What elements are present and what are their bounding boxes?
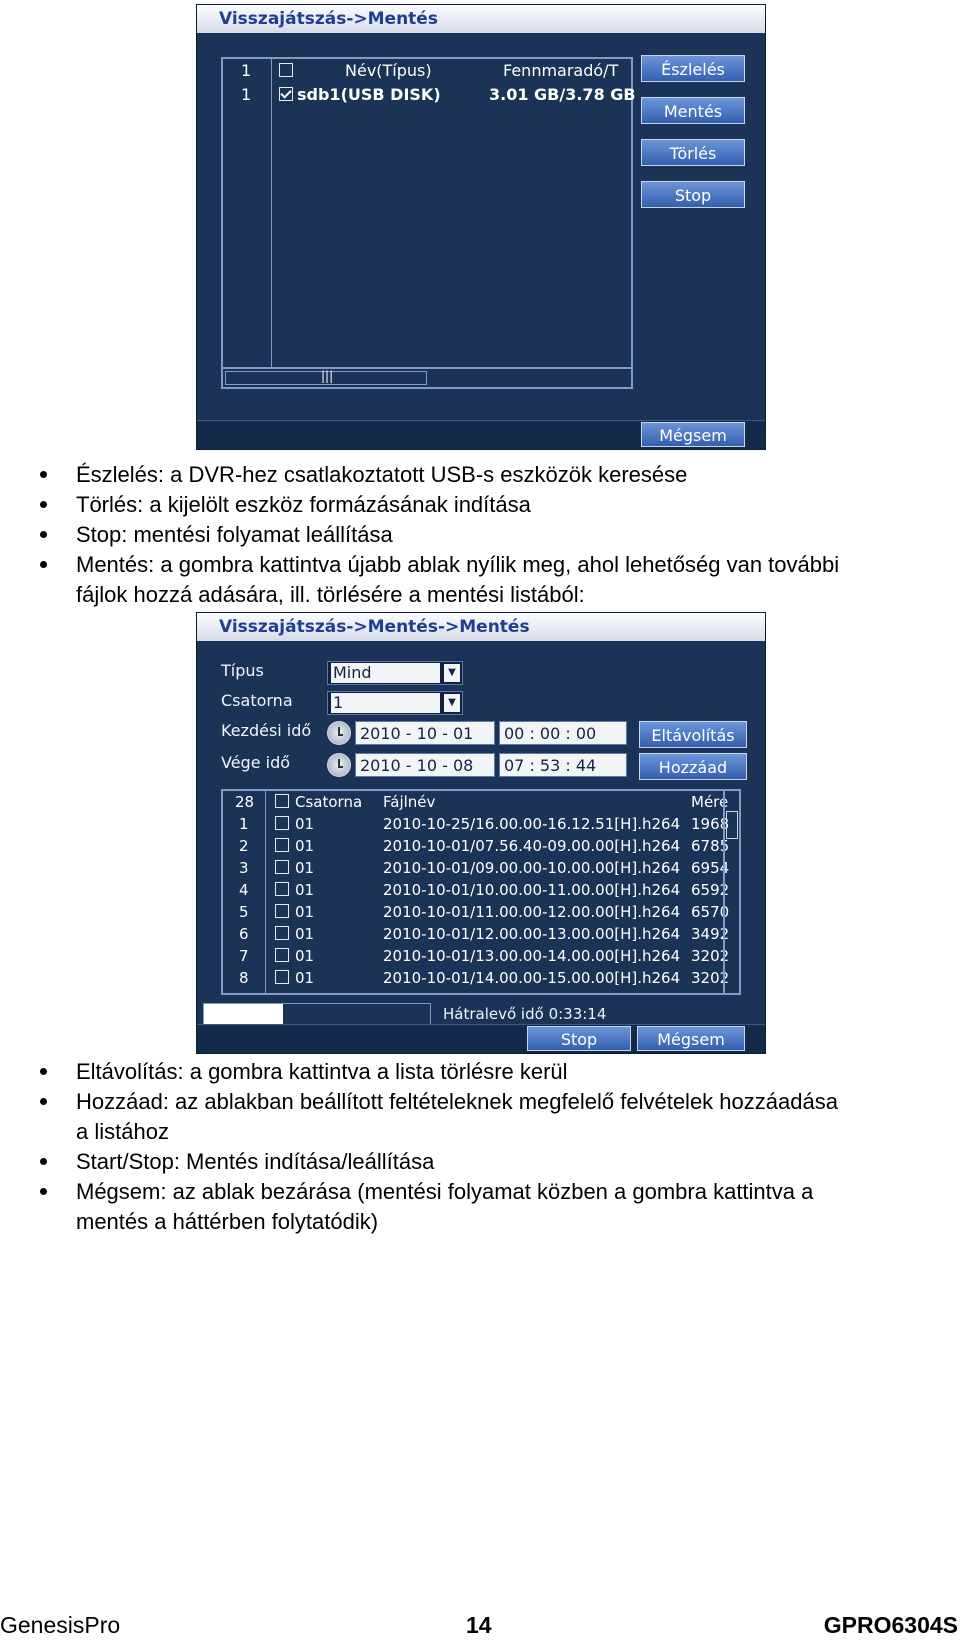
backup-progress-bar	[203, 1003, 431, 1025]
bullet-icon	[40, 1188, 47, 1195]
channel-label: Csatorna	[221, 691, 293, 710]
list-item-text: Start/Stop: Mentés indítása/leállítása	[76, 1149, 435, 1174]
page-number: 14	[466, 1612, 492, 1638]
row-filename: 2010-10-01/11.00.00-12.00.00[H].h264	[383, 903, 681, 921]
bullet-list-main-functions	[0, 460, 960, 610]
row-filename: 2010-10-01/07.56.40-09.00.00[H].h264	[383, 837, 681, 855]
row-size: 6592	[691, 881, 730, 899]
row-filename: 2010-10-01/14.00.00-15.00.00[H].h264	[383, 969, 681, 987]
header-size: Mére	[691, 793, 729, 811]
row-index: 1	[239, 815, 249, 833]
device-name: sdb1(USB DISK)	[297, 85, 441, 104]
window-title: Visszajátszás->Mentés->Mentés	[197, 613, 765, 641]
row-index: 5	[239, 903, 249, 921]
list-item-text: Észlelés: a DVR-hez csatlakoztatott USB-s eszközök keresése	[76, 462, 688, 487]
row-checkbox[interactable]	[275, 879, 289, 901]
vertical-scrollbar[interactable]	[723, 791, 739, 993]
remaining-time: Hátralevő idő 0:33:14	[443, 1005, 607, 1023]
list-item-text-continued: fájlok hozzá adására, ill. törlésére a mentési listából:	[76, 582, 585, 607]
device-list	[221, 57, 636, 389]
row-size: 3202	[691, 947, 730, 965]
row-index: 3	[239, 859, 249, 877]
end-time-field[interactable]: 07 : 53 : 44	[499, 753, 627, 777]
device-remaining: 3.01 GB/3.78 GB	[489, 85, 636, 104]
start-time-field[interactable]: 00 : 00 : 00	[499, 721, 627, 745]
bullet-icon	[40, 1158, 47, 1165]
channel-select[interactable]	[327, 691, 463, 715]
list-item-text: Törlés: a kijelölt eszköz formázásának indítása	[76, 492, 531, 517]
header-index: 1	[241, 61, 252, 80]
row-size: 3492	[691, 925, 730, 943]
row-size: 1968	[691, 815, 730, 833]
start-time-label: Kezdési idő	[221, 721, 312, 740]
row-filename: 2010-10-01/12.00.00-13.00.00[H].h264	[383, 925, 681, 943]
list-item	[0, 1177, 960, 1237]
bullet-icon	[40, 561, 47, 568]
row-checkbox[interactable]	[275, 901, 289, 923]
type-label: Típus	[221, 661, 264, 680]
list-item	[0, 520, 960, 550]
row-checkbox[interactable]	[275, 967, 289, 989]
bullet-icon	[40, 501, 47, 508]
footer-model: GPRO6304S	[823, 1612, 958, 1638]
row-channel: 01	[295, 969, 315, 987]
row-channel: 01	[295, 837, 315, 855]
list-item	[0, 550, 960, 610]
list-item	[0, 1147, 960, 1177]
header-filename: Fájlnév	[383, 793, 436, 811]
stop-button[interactable]: Stop	[641, 181, 745, 208]
row-filename: 2010-10-01/10.00.00-11.00.00[H].h264	[383, 881, 681, 899]
list-item-text-continued: mentés a háttérben folytatódik)	[76, 1209, 379, 1234]
type-select-value: Mind	[331, 663, 440, 683]
bullet-icon	[40, 1068, 47, 1075]
bullet-list-backup-functions	[0, 1057, 960, 1237]
progress-fill	[204, 1004, 283, 1024]
row-size: 3202	[691, 969, 730, 987]
list-item	[0, 490, 960, 520]
remove-button[interactable]: Eltávolítás	[639, 721, 747, 748]
cancel-button[interactable]: Mégsem	[637, 1026, 745, 1051]
row-size: 6570	[691, 903, 730, 921]
file-list-table	[221, 789, 741, 995]
type-select[interactable]	[327, 661, 463, 685]
row-filename: 2010-10-25/16.00.00-16.12.51[H].h264	[383, 815, 681, 833]
row-checkbox[interactable]	[275, 857, 289, 879]
bottom-bar	[197, 420, 765, 449]
header-channel: Csatorna	[295, 793, 363, 811]
scrollbar-thumb[interactable]	[726, 811, 738, 839]
row-index: 2	[239, 837, 249, 855]
stop-button[interactable]: Stop	[527, 1026, 631, 1051]
list-item	[0, 460, 960, 490]
list-item-text: Stop: mentési folyamat leállítása	[76, 522, 393, 547]
row-index: 4	[239, 881, 249, 899]
row-checkbox[interactable]	[275, 813, 289, 835]
list-item	[0, 1087, 960, 1147]
header-count: 28	[235, 793, 255, 811]
header-select-all[interactable]	[275, 791, 289, 813]
row-filename: 2010-10-01/09.00.00-10.00.00[H].h264	[383, 859, 681, 877]
header-select-all[interactable]	[279, 59, 293, 83]
row-channel: 01	[295, 815, 315, 833]
backup-list-window-screenshot	[196, 612, 766, 1054]
bullet-icon	[40, 471, 47, 478]
channel-select-value: 1	[331, 693, 440, 713]
row-channel: 01	[295, 925, 315, 943]
row-checkbox[interactable]	[275, 923, 289, 945]
scroll-grip-icon: |||	[321, 369, 334, 383]
end-time-label: Vége idő	[221, 753, 291, 772]
row-channel: 01	[295, 903, 315, 921]
column-divider	[265, 791, 266, 993]
header-remaining: Fennmaradó/T	[503, 61, 619, 80]
footer-brand: GenesisPro	[0, 1612, 121, 1638]
end-date-field[interactable]: 2010 - 10 - 08	[355, 753, 495, 777]
header-name: Név(Típus)	[345, 61, 432, 80]
device-index: 1	[241, 85, 252, 104]
bottom-bar	[197, 1024, 765, 1053]
clock-icon[interactable]	[327, 721, 351, 745]
column-divider	[271, 59, 272, 367]
row-channel: 01	[295, 859, 315, 877]
bullet-icon	[40, 1098, 47, 1105]
row-index: 6	[239, 925, 249, 943]
device-checkbox[interactable]	[279, 83, 293, 107]
chevron-down-icon: ▼	[444, 694, 460, 712]
row-channel: 01	[295, 881, 315, 899]
list-item-text: Mentés: a gombra kattintva újabb ablak nyílik meg, ahol lehetőség van további	[76, 552, 840, 577]
delete-button[interactable]: Törlés	[641, 139, 745, 166]
save-button[interactable]: Mentés	[641, 97, 745, 124]
list-item-text: Eltávolítás: a gombra kattintva a lista törlésre kerül	[76, 1059, 568, 1084]
list-item-text: Mégsem: az ablak bezárása (mentési folyamat közben a gombra kattintva a	[76, 1179, 814, 1204]
start-date-field[interactable]: 2010 - 10 - 01	[355, 721, 495, 745]
row-checkbox[interactable]	[275, 835, 289, 857]
backup-window-screenshot	[196, 4, 766, 450]
clock-icon[interactable]	[327, 753, 351, 777]
row-index: 7	[239, 947, 249, 965]
row-channel: 01	[295, 947, 315, 965]
chevron-down-icon: ▼	[444, 664, 460, 682]
list-item-text: Hozzáad: az ablakban beállított feltételeknek megfelelő felvételek hozzáadása	[76, 1089, 838, 1114]
add-button[interactable]: Hozzáad	[639, 753, 747, 780]
detect-button[interactable]: Észlelés	[641, 55, 745, 82]
device-list-header	[223, 59, 631, 83]
list-item	[0, 1057, 960, 1087]
row-checkbox[interactable]	[275, 945, 289, 967]
row-index: 8	[239, 969, 249, 987]
row-size: 6954	[691, 859, 730, 877]
row-size: 6785	[691, 837, 730, 855]
horizontal-scrollbar[interactable]	[223, 367, 631, 387]
bullet-icon	[40, 531, 47, 538]
cancel-button[interactable]: Mégsem	[641, 422, 745, 447]
list-item-text-continued: a listához	[76, 1119, 169, 1144]
window-title: Visszajátszás->Mentés	[197, 5, 765, 33]
row-filename: 2010-10-01/13.00.00-14.00.00[H].h264	[383, 947, 681, 965]
